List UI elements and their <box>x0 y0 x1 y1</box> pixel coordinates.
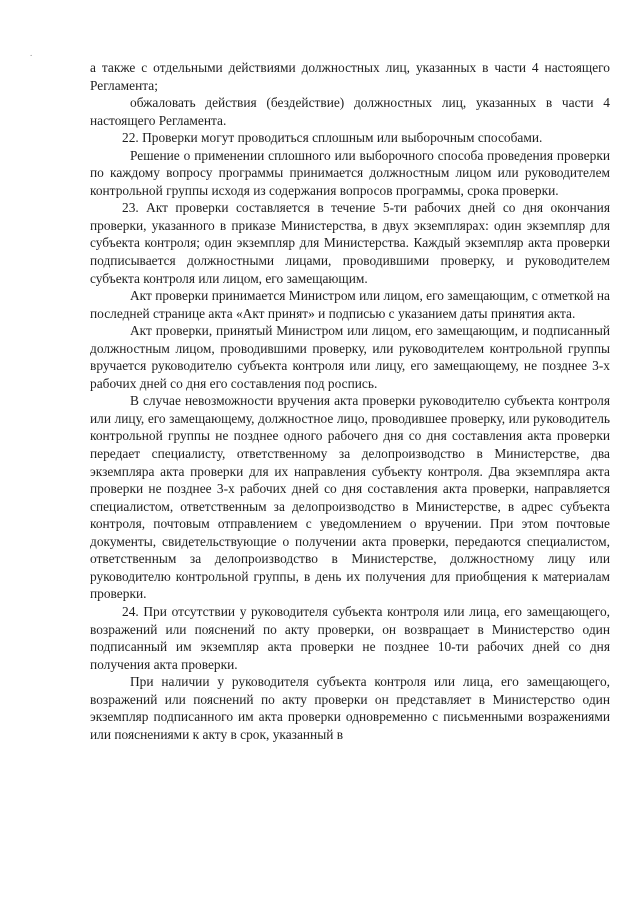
document-page <box>90 59 610 743</box>
paragraph: При наличии у руководителя субъекта контроля или лица, его замещающего, возражений или пояснений по акту проверки он представляет в Министерство один экземпляр подписанного им акта проверки одновременно с письменными возражениями или пояснениями к акту в срок, указанный в <box>90 674 610 742</box>
paragraph: Решение о применении сплошного или выборочного способа проведения проверки по каждому вопросу программы принимается должностным лицом или руководителем контрольной группы исходя из содержания вопросов программы, срока проверки. <box>90 147 610 198</box>
paragraph: Акт проверки, принятый Министром или лицом, его замещающим, и подписанный должностным лицом, проводившими проверку, или руководителем контрольной группы вручается руководителю субъекта контроля или лицу, его замещающему, не позднее 3-х рабочих дней со дня его составления под роспись. <box>90 323 610 391</box>
paragraph: 22. Проверки могут проводиться сплошным или выборочным способами. <box>122 130 543 146</box>
scan-mark: . <box>30 48 33 58</box>
paragraph: обжаловать действия (бездействие) должностных лиц, указанных в части 4 настоящего Регламента. <box>90 95 610 128</box>
paragraph: 23. Акт проверки составляется в течение 5-ти рабочих дней со дня окончания проверки, указанного в приказе Министерства, в двух экземплярах: один экземпляр для субъекта контроля; один экземпляр для Министерства. Каждый экземпляр акта проверки подписывается должностными лицами, проводившими проверку, и руководителем субъекта контроля или лицом, его замещающим. <box>90 200 610 286</box>
paragraph: а также с отдельными действиями должностных лиц, указанных в части 4 настоящего Регламента; <box>90 60 610 93</box>
paragraph: 24. При отсутствии у руководителя субъекта контроля или лица, его замещающего, возражений или пояснений по акту проверки, он возвращает в Министерство один подписанный им экземпляр акта проверки не позднее 10-ти рабочих дней со дня получения акта проверки. <box>90 603 610 672</box>
paragraph: В случае невозможности вручения акта проверки руководителю субъекта контроля или лицу, его замещающему, должностное лицо, проводившее проверку, или руководитель контрольной группы не позднее одного рабочего дня со дня составления акта проверки передает специалисту, ответственному за делопроизводство в Министерстве, два экземпляра акта проверки для их направления субъекту контроля. Два экземпляра акта проверки не позднее 3-х рабочих дней со дня составления акта проверки, направляется специалистом, ответственным за делопроизводство в Министерстве, в адрес субъекта контроля, почтовым отправлением с уведомлением о вручении. При этом почтовые документы, свидетельствующие о получении акта проверки, передаются специалистом, ответственным за делопроизводство в Министерстве, должностному лицу или руководителю контрольной группы, в день их получения для приобщения к материалам проверки. <box>90 393 610 602</box>
paragraph: Акт проверки принимается Министром или лицом, его замещающим, с отметкой на последней странице акта «Акт принят» и подписью с указанием даты принятия акта. <box>90 288 610 321</box>
